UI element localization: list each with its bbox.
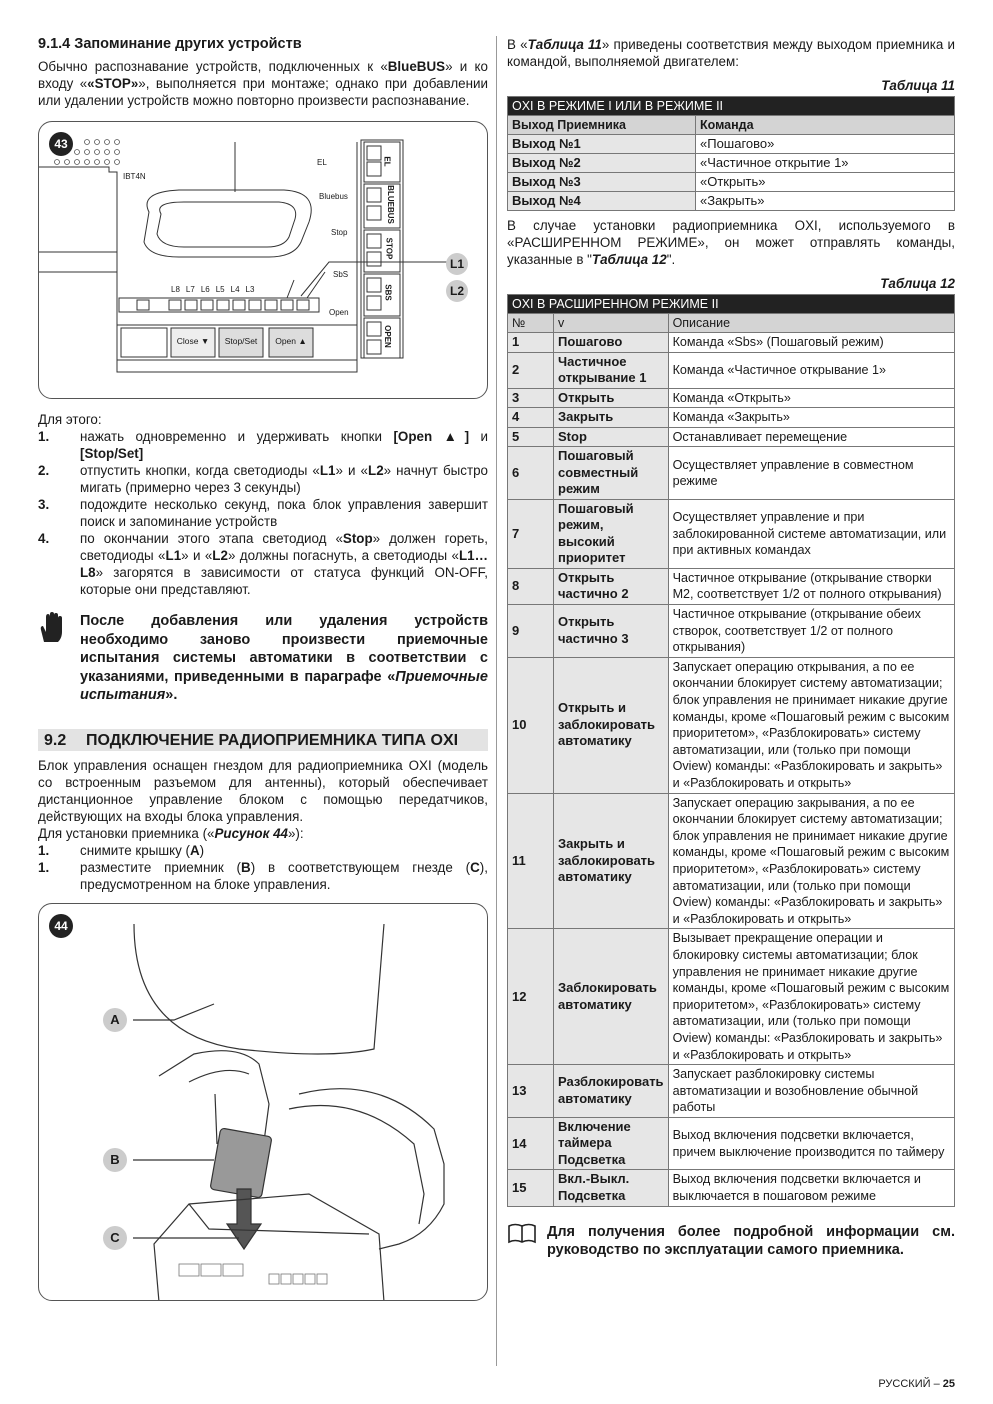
row-number: 6 [508,447,554,500]
row-number: 14 [508,1117,554,1170]
row-command: Пошаговый совместный режим [554,447,669,500]
section-92-install: Для установки приемника («Рисунок 44»): [38,825,304,841]
row-number: 15 [508,1170,554,1206]
table-row [508,388,955,408]
table-row: Выход №3 «Открыть» [508,173,955,192]
table-row [508,605,955,658]
procedure-step: 1. нажать одновременно и удерживать кнопки [Open ▲] и [Stop/Set] [38,429,489,461]
table11-caption: Таблица 11 [881,78,955,93]
book-icon [507,1223,547,1260]
install-steps [38,842,488,893]
row-description: Команда «Открыть» [668,388,954,408]
page-number: 25 [942,1378,955,1390]
figure-number: 44 [49,914,73,938]
procedure-step: 3. подождите несколько секунд, пока блок управления завершит поиск и запоминание устройств [38,497,488,529]
close-button-diagram: Close ▼ [176,336,210,346]
terminal-side-el: EL [382,156,392,167]
table-row: Выход №1 «Пошагово» [508,135,955,154]
table-12 [507,294,955,1207]
table-row [508,352,955,388]
table11-header: Выход Приемника [508,116,696,135]
terminal-side-stop: STOP [384,237,394,260]
led-labels: L8 L7 L6 L5 L4 L3 [171,285,255,294]
table-row [508,793,955,929]
row-command: Открыть [554,388,669,408]
row-number: 11 [508,793,554,929]
row-description: Команда «Закрыть» [668,408,954,428]
row-description: Запускает операцию открывания, а по ее окончании блокирует систему автоматизации; блок управления не принимает никакие другие команды, кроме «Пошаговый режим с высоким приоритетом», «Разблокировать» систему автоматизации, или (только при помощи Oview) команды: «Разблокировать и закрыть» и «Разблокировать и открыть» [668,657,954,793]
row-number: 7 [508,499,554,568]
table-row [508,1170,955,1206]
table-row [508,1065,955,1118]
open-button-diagram: Open ▲ [275,336,307,346]
table11-title: OXI В РЕЖИМЕ I ИЛИ В РЕЖИМЕ II [508,97,955,116]
row-description: Выход включения подсветки включается и выключается в пошаговом режиме [668,1170,954,1206]
figure-number: 43 [49,132,73,156]
section-914-intro: Обычно распознавание устройств, подключенных к «BlueBUS» и ко входу ««STOP»», выполняется при монтаже; однако при добавлении или удалении устройств можно повторно произвести распознавание. [38,59,488,108]
section-92-body: Блок управления оснащен гнездом для радиоприемника OXI (модель со встроенным разъемом для антенны), который обеспечивает дистанционное управление блоком с помощью передатчиков, действующих на входы блока управления. [38,757,488,824]
procedure-step: 2. отпустить кнопки, когда светодиоды «L1» и «L2» начнут быстро мигать (примерно через 3 секунды) [38,463,488,495]
row-command: Открыть частично 3 [554,605,669,658]
row-description: Команда «Частичное открывание 1» [668,352,954,388]
table12-header: № [508,314,554,333]
row-description: Частичное открывание (открывание обеих створок, соответствует 1/2 от полного открывания) [668,605,954,658]
table-row [508,333,955,353]
row-description: Запускает операцию закрывания, а по ее окончании блокирует систему автоматизации; блок управления не принимает никакие другие команды, кроме «Пошаговый режим с высоким приоритетом», «Разблокировать» систему автоматизации, или (только при помощи Oview) команды: «Разблокировать и закрыть» и «Разблокировать и открыть» [668,793,954,929]
callout-l2: L2 [446,280,468,302]
label-c: C [103,1226,127,1250]
label-b: B [103,1148,127,1172]
figure-44 [38,903,488,1301]
row-command: Открыть и заблокировать автоматику [554,657,669,793]
figure-43 [38,121,488,399]
table12-header: Описание [668,314,954,333]
procedure-step: 4. по окончании этого этапа светодиод «Stop» должен гореть, светодиоды «L1» и «L2» должны погаснуть, а светодиоды «L1…L8» загорятся в зависимости от статуса функций ON-OFF, которые они представляют. [38,531,488,597]
row-command: Вкл.-Выкл. Подсветка [554,1170,669,1206]
warning-text: После добавления или удаления устройств необходимо заново произвести приемочные испытания системы автоматики в соответствии с указаниями, приведенными в параграфе «Приемочные испытания». [80,613,488,703]
row-number: 4 [508,408,554,428]
callout-l1: L1 [446,253,468,275]
row-number: 13 [508,1065,554,1118]
row-command: Stop [554,427,669,447]
row-command: Частичное открывание 1 [554,352,669,388]
install-step: 1. снимите крышку (A) [38,842,205,858]
left-column [38,36,488,1301]
table-row [508,408,955,428]
terminal-side-open: OPEN [382,325,392,348]
terminal-label-sbs: SbS [333,270,349,279]
row-command: Закрыть [554,408,669,428]
row-description: Осуществляет управление и при заблокированной системе автоматизации, или при активных командах [668,499,954,568]
section-92-heading: 9.2 ПОДКЛЮЧЕНИЕ РАДИОПРИЕМНИКА ТИПА OXI [38,729,488,751]
table12-body [508,333,955,1207]
row-number: 5 [508,427,554,447]
row-description: Частичное открывание (открывание створки M2, соответствует 1/2 от полного открывания) [668,568,954,604]
table11-header: Команда [696,116,955,135]
table11-intro: В «Таблица 11» приведены соответствия между выходом приемника и командой, выполняемой двигателем: [507,37,955,69]
table-row [508,499,955,568]
row-number: 2 [508,352,554,388]
table-row [508,447,955,500]
stopset-button-diagram: Stop/Set [224,336,258,346]
procedure-intro: Для этого: [38,412,102,427]
row-description: Вызывает прекращение операции и блокировку системы автоматизации; блок управления не принимает никакие другие команды, кроме «Пошаговый режим с высоким приоритетом», «Разблокировать» систему автоматизации, или (только при помощи Oview) команды: «Разблокировать и закрыть» и «Разблокировать и открыть» [668,929,954,1065]
row-number: 12 [508,929,554,1065]
row-command: Включение таймера Подсветка [554,1117,669,1170]
page-footer: РУССКИЙ – 25 [878,1378,955,1390]
row-description: Команда «Sbs» (Пошаговый режим) [668,333,954,353]
info-note [507,1223,955,1260]
table-row: Выход №2 «Частичное открытие 1» [508,154,955,173]
column-divider [496,36,497,1366]
row-description: Запускает разблокировку системы автоматизации и возобновление обычной работы [668,1065,954,1118]
right-column [507,36,955,1260]
section-914-title: 9.1.4 Запоминание других устройств [38,36,302,52]
terminal-label-stop: Stop [331,228,348,237]
row-number: 9 [508,605,554,658]
board-label: IBT4N [123,172,146,181]
hand-warning-icon [38,612,80,705]
table-row [508,568,955,604]
row-description: Осуществляет управление в совместном режиме [668,447,954,500]
row-command: Пошаговый режим, высокий приоритет [554,499,669,568]
info-note-text: Для получения более подробной информации см. руководство по эксплуатации самого приемника. [547,1223,955,1259]
row-number: 8 [508,568,554,604]
table-11 [507,96,955,211]
table12-header: v [554,314,669,333]
row-command: Пошагово [554,333,669,353]
row-description: Останавливает перемещение [668,427,954,447]
row-command: Открыть частично 2 [554,568,669,604]
terminal-side-bluebus: BLUEBUS [385,185,395,224]
row-command: Заблокировать автоматику [554,929,669,1065]
table-row: Выход №4 «Закрыть» [508,192,955,211]
row-number: 10 [508,657,554,793]
row-command: Закрыть и заблокировать автоматику [554,793,669,929]
install-step: 1. разместите приемник (B) в соответствующем гнезде (C), предусмотренном на блоке управления. [38,859,488,892]
label-a: A [103,1008,127,1032]
warning-note [38,612,488,705]
table-row [508,1117,955,1170]
terminal-side-sbs: SBS [383,284,393,301]
row-command: Разблокировать автоматику [554,1065,669,1118]
terminal-label-bluebus: Bluebus [319,192,348,201]
table12-title: OXI В РАСШИРЕННОМ РЕЖИМЕ II [508,295,955,314]
terminal-label-el: EL [317,158,327,167]
terminal-label-open: Open [329,308,349,317]
table12-intro: В случае установки радиоприемника OXI, используемого в «РАСШИРЕННОМ РЕЖИМЕ», он может отправлять команды, указанные в "Таблица 12". [507,218,955,267]
table12-caption: Таблица 12 [880,276,955,291]
table-row [508,929,955,1065]
row-number: 3 [508,388,554,408]
row-description: Выход включения подсветки включается, причем выключение производится по таймеру [668,1117,954,1170]
control-board-illustration [39,122,487,398]
row-number: 1 [508,333,554,353]
procedure [38,411,488,598]
table-row [508,657,955,793]
table-row [508,427,955,447]
